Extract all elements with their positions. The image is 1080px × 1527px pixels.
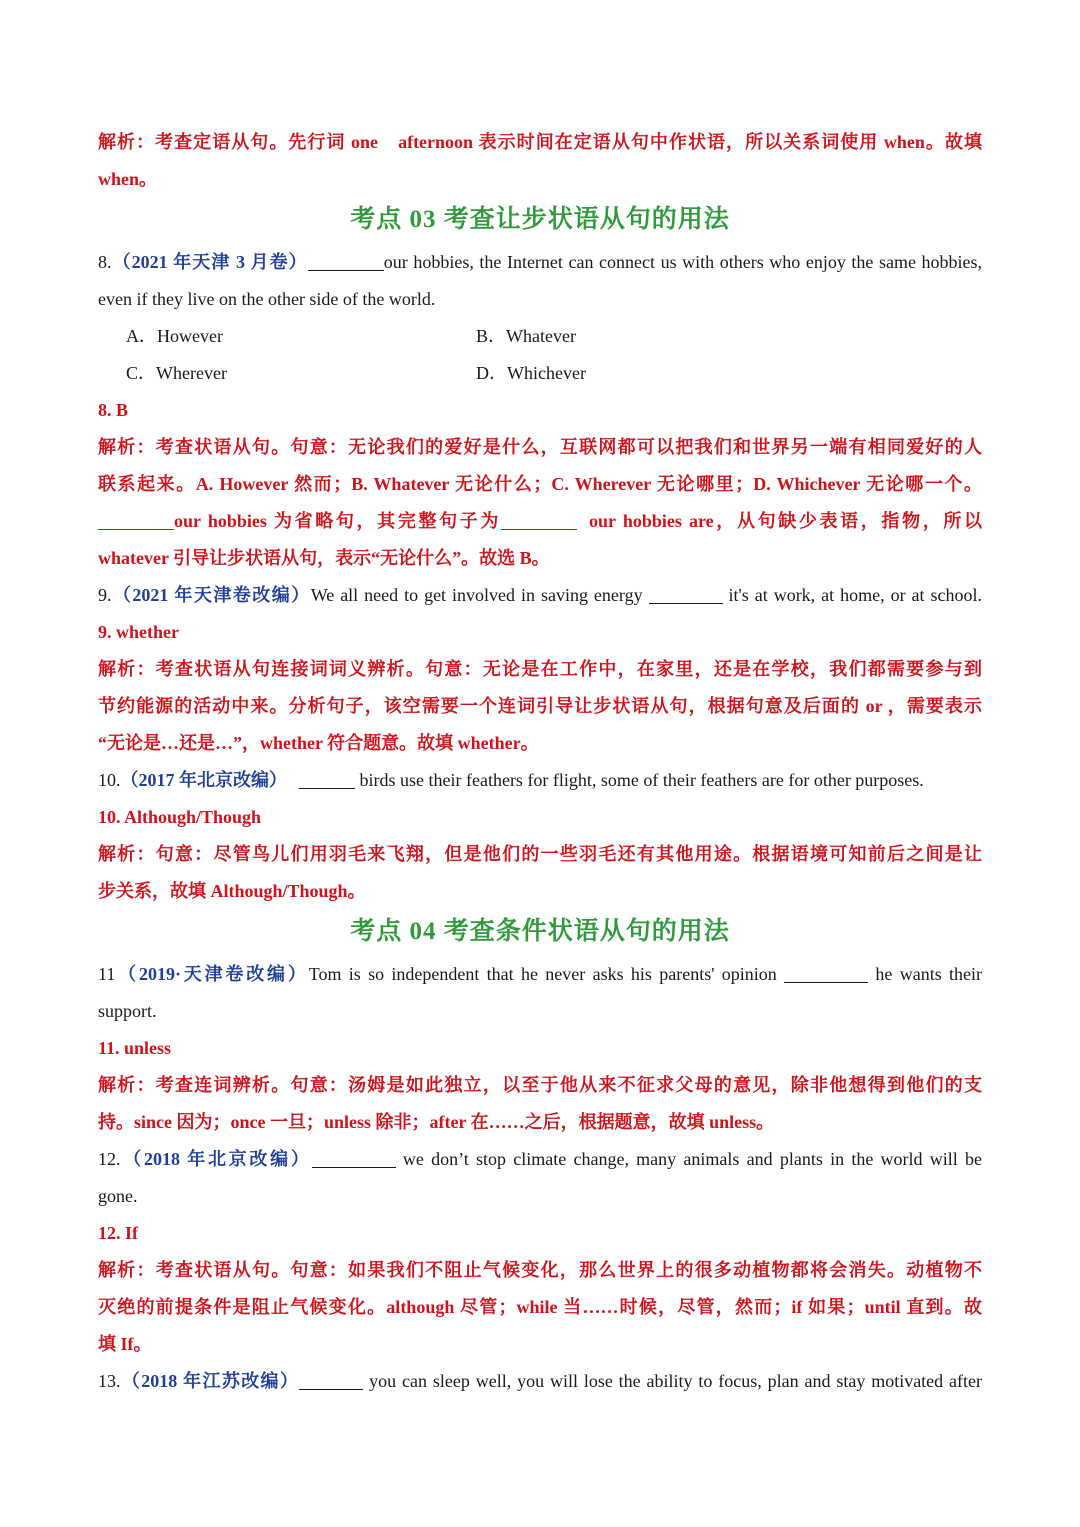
q8-explanation-line4: whatever 引导让步状语从句，表示“无论什么”。故选 B。 <box>98 548 550 568</box>
q9-text1a: We all need to get involved in saving energy <box>310 585 643 605</box>
q11-stem-line2: support. <box>98 1001 157 1021</box>
q12-stem-line2: gone. <box>98 1186 138 1206</box>
q8-exp-blank-1 <box>98 507 174 530</box>
q12-stem-line1 <box>98 1141 982 1178</box>
q13-text1: you can sleep well, you will lose the ability to focus, plan and stay motivated after <box>369 1371 983 1391</box>
q11-explanation-line2: 持。since 因为；once 一旦；unless 除非；after 在……之后，根据题意，故填 unless。 <box>98 1112 775 1132</box>
q8-option-b: B．Whatever <box>476 326 576 346</box>
q12-blank <box>312 1145 396 1168</box>
q10-stem-line1 <box>98 762 982 799</box>
q10-answer: 10. Although/Though <box>98 807 262 827</box>
q11-text1b: he wants their <box>875 964 983 984</box>
q8-explanation-line3 <box>98 503 982 540</box>
q10-source: （2017 年北京改编） <box>120 770 287 790</box>
q8-options-row2 <box>98 355 982 392</box>
worksheet-page <box>98 124 982 1400</box>
q12-number: 12. <box>98 1149 121 1169</box>
q8-options-row1 <box>98 318 982 355</box>
q9-blank <box>649 581 723 604</box>
q9-source: （2021 年天津卷改编） <box>111 585 311 605</box>
q12-explanation-line1: 解析：考查状语从句。句意：如果我们不阻止气候变化，那么世界上的很多动植物都将会消失。动植物不 <box>98 1260 982 1280</box>
q8-source: （2021 年天津 3 月卷） <box>111 252 308 272</box>
q11-text1a: Tom is so independent that he never asks his parents' opinion <box>308 964 777 984</box>
q10-explanation-line1: 解析：句意：尽管鸟儿们用羽毛来飞翔，但是他们的一些羽毛还有其他用途。根据语境可知前后之间是让 <box>98 844 982 864</box>
q11-number: 11 <box>98 964 116 984</box>
q13-stem-line1 <box>98 1363 982 1400</box>
q11-blank <box>784 960 868 983</box>
intro-explanation-line1: 解析：考查定语从句。先行词 one afternoon 表示时间在定语从句中作状语，所以关系词使用 when。故填 <box>98 132 982 152</box>
q13-number: 13. <box>98 1371 121 1391</box>
q8-option-a: A．However <box>126 326 223 346</box>
q11-stem-line1 <box>98 956 982 993</box>
q8-answer: 8. B <box>98 400 129 420</box>
q8-explanation-line1: 解析：考查状语从句。句意：无论我们的爱好是什么，互联网都可以把我们和世界另一端有相同爱好的人 <box>98 437 982 457</box>
q13-blank <box>299 1367 363 1390</box>
intro-explanation-line2: when。 <box>98 169 158 189</box>
q11-explanation-line1: 解析：考查连词辨析。句意：汤姆是如此独立，以至于他从来不征求父母的意见，除非他想得到他们的支 <box>98 1075 982 1095</box>
section-03-heading: 考点 03 考查让步状语从句的用法 <box>350 206 730 233</box>
q12-explanation-line3: 填 If。 <box>98 1334 152 1354</box>
q9-number: 9. <box>98 585 112 605</box>
q12-source: （2018 年北京改编） <box>120 1149 312 1169</box>
q10-number: 10. <box>98 770 121 790</box>
q9-explanation-line1: 解析：考查状语从句连接词词义辨析。句意：无论是在工作中，在家里，还是在学校，我们都需要参与到 <box>98 659 982 679</box>
q9-answer: 9. whether <box>98 622 179 642</box>
q9-text1b: it's at work, at home, or at school. <box>728 585 982 605</box>
q11-answer: 11. unless <box>98 1038 172 1058</box>
q8-stem-line2: even if they live on the other side of the world. <box>98 289 436 309</box>
q8-blank <box>308 248 384 271</box>
q8-exp-blank-2 <box>501 507 577 530</box>
section-04-heading: 考点 04 考查条件状语从句的用法 <box>350 918 730 945</box>
q10-text1: birds use their feathers for flight, some of their feathers are for other purposes. <box>359 770 924 790</box>
q9-explanation-line3: “无论是…还是…”，whether 符合题意。故填 whether。 <box>98 733 539 753</box>
q8-option-c: C．Wherever <box>126 363 227 383</box>
q10-blank <box>299 766 355 789</box>
q8-text1: our hobbies, the Internet can connect us with others who enjoy the same hobbies, <box>383 252 983 272</box>
q8-explanation-line2: 联系起来。A. However 然而；B. Whatever 无论什么；C. Wherever 无论哪里；D. Whichever 无论哪一个。 <box>98 474 982 494</box>
q10-explanation-line2: 步关系，故填 Although/Though。 <box>98 881 366 901</box>
q8-option-d: D．Whichever <box>476 363 586 383</box>
q12-text1: we don’t stop climate change, many animals and plants in the world will be <box>402 1149 983 1169</box>
q11-source: （2019·天津卷改编） <box>115 964 309 984</box>
q9-stem-line1 <box>98 577 982 614</box>
q8-exp3b: our hobbies are，从句缺少表语，指物，所以 <box>589 511 982 531</box>
q12-explanation-line2: 灭绝的前提条件是阻止气候变化。although 尽管；while 当……时候，尽管，然而；if 如果；until 直到。故 <box>98 1297 982 1317</box>
q12-answer: 12. If <box>98 1223 138 1243</box>
q8-number: 8. <box>98 252 112 272</box>
q13-source: （2018 年江苏改编） <box>120 1371 300 1391</box>
q8-exp3a: our hobbies 为省略句，其完整句子为 <box>174 511 502 531</box>
q9-explanation-line2: 节约能源的活动中来。分析句子，该空需要一个连词引导让步状语从句，根据句意及后面的 or ，需要表示 <box>98 696 982 716</box>
q8-stem-line1 <box>98 244 982 281</box>
